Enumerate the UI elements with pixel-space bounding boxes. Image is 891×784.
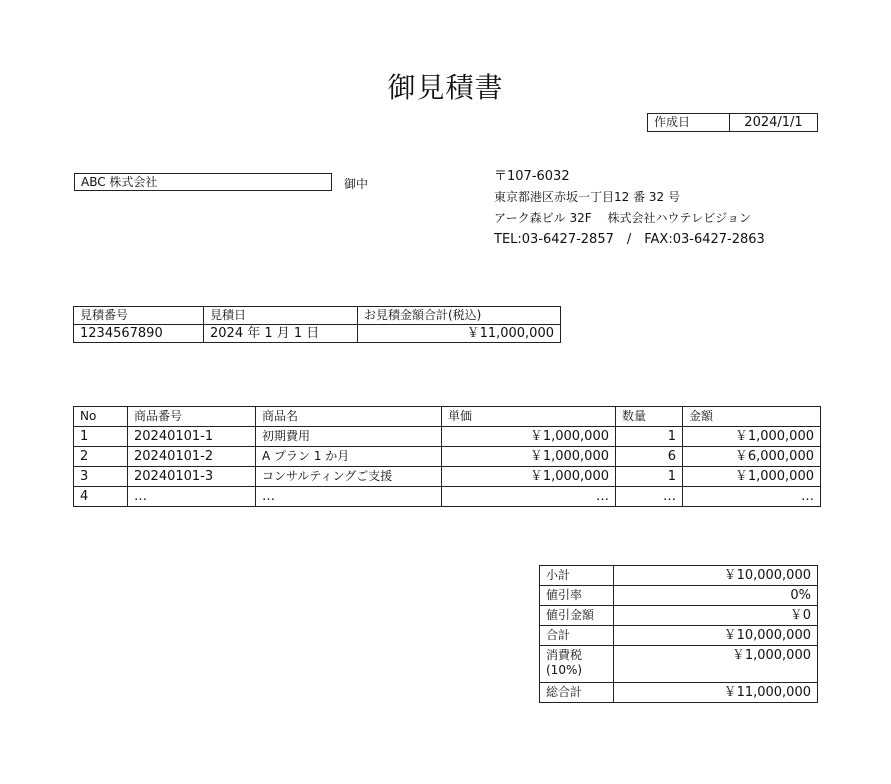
tax-rate-note: (10%) <box>546 663 583 677</box>
item-amount: … <box>683 487 821 507</box>
table-row <box>74 467 821 487</box>
items-header-code: 商品番号 <box>128 407 256 427</box>
item-unit-price: ￥1,000,000 <box>442 427 616 447</box>
item-quantity: 1 <box>616 467 683 487</box>
items-header-name: 商品名 <box>256 407 442 427</box>
item-quantity: 6 <box>616 447 683 467</box>
summary-estimate-number: 1234567890 <box>74 325 204 343</box>
summary-header-number: 見積番号 <box>74 307 204 325</box>
summary-header-date: 見積日 <box>204 307 358 325</box>
issuer-address-block <box>494 166 765 250</box>
summary-header-row <box>74 307 561 325</box>
item-no: 3 <box>74 467 128 487</box>
totals-row-subtotal <box>540 566 818 586</box>
item-code: 20240101-2 <box>128 447 256 467</box>
issuer-address-line2: アーク森ビル 32F 株式会社ハウテレビジョン <box>494 211 751 225</box>
summary-total-amount: ￥11,000,000 <box>358 325 561 343</box>
tax-label: 消費税 <box>546 648 583 662</box>
item-amount: ￥1,000,000 <box>683 427 821 447</box>
totals-row-total <box>540 626 818 646</box>
items-header-unit-price: 単価 <box>442 407 616 427</box>
discount-amount-label: 値引金額 <box>540 606 614 626</box>
item-unit-price: … <box>442 487 616 507</box>
item-no: 1 <box>74 427 128 447</box>
discount-amount-value: ￥0 <box>614 606 818 626</box>
discount-rate-label: 値引率 <box>540 586 614 606</box>
summary-header-total: お見積金額合計(税込) <box>358 307 561 325</box>
subtotal-value: ￥10,000,000 <box>614 566 818 586</box>
summary-value-row <box>74 325 561 343</box>
line-items-table <box>73 406 821 507</box>
item-unit-price: ￥1,000,000 <box>442 467 616 487</box>
item-no: 2 <box>74 447 128 467</box>
totals-row-discount-amount <box>540 606 818 626</box>
tax-label-cell <box>540 646 614 683</box>
table-row <box>74 447 821 467</box>
items-header-no: No <box>74 407 128 427</box>
document-title: 御見積書 <box>387 71 504 104</box>
items-header-amount: 金額 <box>683 407 821 427</box>
item-code: 20240101-1 <box>128 427 256 447</box>
grand-total-label: 総合計 <box>540 683 614 703</box>
item-name: … <box>256 487 442 507</box>
item-amount: ￥1,000,000 <box>683 467 821 487</box>
items-header-quantity: 数量 <box>616 407 683 427</box>
client-honorific: 御中 <box>344 177 369 191</box>
totals-table <box>539 565 818 703</box>
item-code: 20240101-3 <box>128 467 256 487</box>
item-name: 初期費用 <box>256 427 442 447</box>
totals-row-tax <box>540 646 818 683</box>
items-header-row <box>74 407 821 427</box>
totals-row-grand-total <box>540 683 818 703</box>
grand-total-value: ￥11,000,000 <box>614 683 818 703</box>
table-row <box>74 487 821 507</box>
item-amount: ￥6,000,000 <box>683 447 821 467</box>
subtotal-label: 小計 <box>540 566 614 586</box>
issuer-postal: 〒107-6032 <box>494 169 570 184</box>
created-date-value: 2024/1/1 <box>730 114 818 132</box>
item-name: コンサルティングご支援 <box>256 467 442 487</box>
discount-rate-value: 0% <box>614 586 818 606</box>
totals-row-discount-rate <box>540 586 818 606</box>
item-unit-price: ￥1,000,000 <box>442 447 616 467</box>
item-name: A プラン 1 か月 <box>256 447 442 467</box>
item-quantity: … <box>616 487 683 507</box>
total-value: ￥10,000,000 <box>614 626 818 646</box>
total-label: 合計 <box>540 626 614 646</box>
issuer-phone-fax: TEL:03-6427-2857 / FAX:03-6427-2863 <box>494 232 765 247</box>
issuer-address-line1: 東京都港区赤坂一丁目12 番 32 号 <box>494 190 680 204</box>
created-date-label: 作成日 <box>648 114 730 132</box>
tax-value: ￥1,000,000 <box>614 646 818 683</box>
summary-estimate-date: 2024 年 1 月 1 日 <box>204 325 358 343</box>
created-date-table <box>647 113 818 132</box>
item-quantity: 1 <box>616 427 683 447</box>
table-row <box>74 427 821 447</box>
estimate-summary-table <box>73 306 561 343</box>
item-no: 4 <box>74 487 128 507</box>
item-code: … <box>128 487 256 507</box>
client-name: ABC 株式会社 <box>74 173 332 191</box>
